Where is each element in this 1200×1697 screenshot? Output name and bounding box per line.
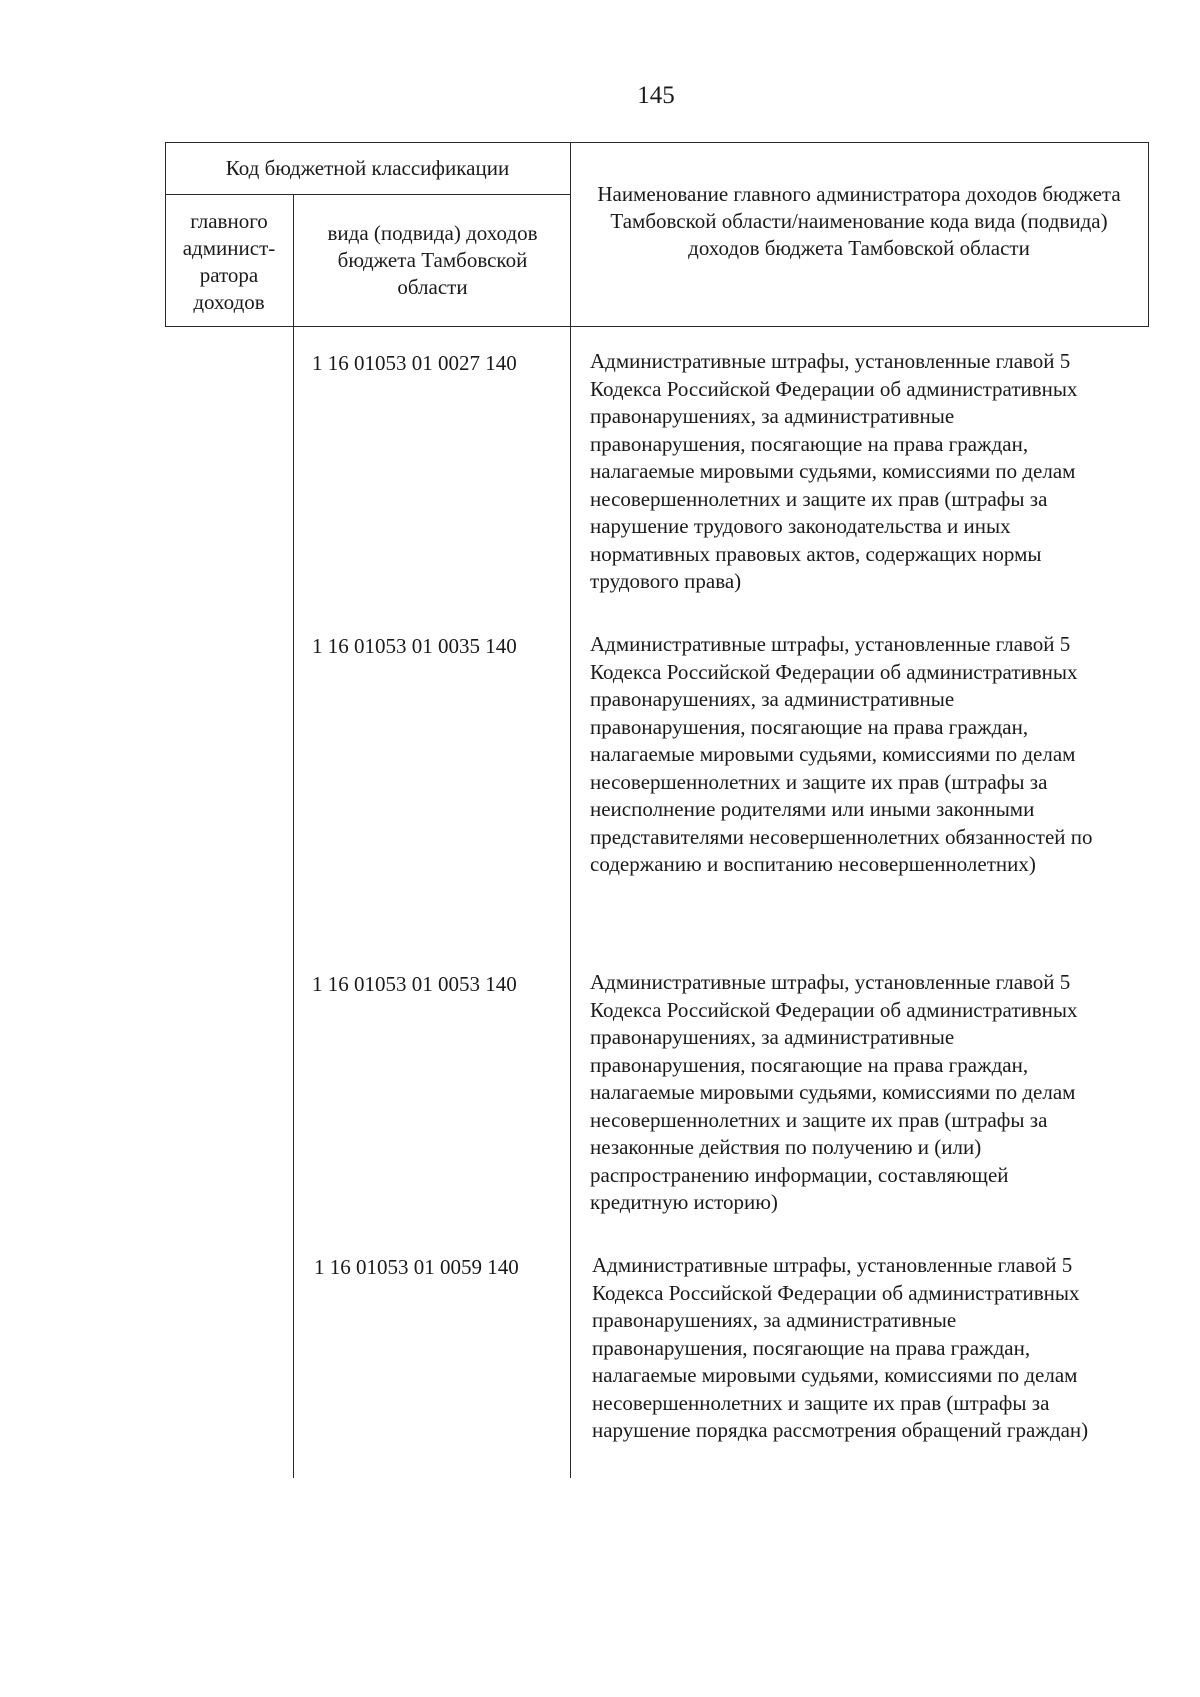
- table-top-border: [165, 142, 1149, 143]
- header-group-title: Код бюджетной классификации: [225, 156, 510, 180]
- table-right-border: [1148, 142, 1149, 326]
- header-income-column: вида (подвида) доходов бюджета Тамбовской области: [327, 221, 538, 299]
- income-code: 1 16 01053 01 0035 140: [312, 634, 517, 658]
- income-name: Административные штрафы, установленные главой 5 Кодекса Российской Федерации об административных правонарушениях, за административные правонарушения, посягающие на права граждан, налагаемые мировыми судьями, комиссиями по делам несовершеннолетних и защите их прав (штрафы за нарушение трудового законодательства и иных нормативных правовых актов, содержащих нормы трудового права): [590, 349, 1078, 593]
- income-code: 1 16 01053 01 0027 140: [312, 351, 517, 375]
- income-name: Административные штрафы, установленные главой 5 Кодекса Российской Федерации об административных правонарушениях, за административные правонарушения, посягающие на права граждан, налагаемые мировыми судьями, комиссиями по делам несовершеннолетних и защите их прав (штрафы за незаконные действия по получению и (или) распространению информации, составляющей кредитную историю): [590, 970, 1078, 1214]
- column-divider-2: [570, 142, 571, 1478]
- page-number: 145: [637, 82, 675, 109]
- column-divider-1: [293, 194, 294, 1478]
- group-header-divider: [165, 194, 570, 195]
- income-code: 1 16 01053 01 0053 140: [312, 972, 517, 996]
- header-name-column: Наименование главного администратора доходов бюджета Тамбовской области/наименование кода вида (подвида) доходов бюджета Тамбовской области: [597, 182, 1121, 260]
- income-name: Административные штрафы, установленные главой 5 Кодекса Российской Федерации об административных правонарушениях, за административные правонарушения, посягающие на права граждан, налагаемые мировыми судьями, комиссиями по делам несовершеннолетних и защите их прав (штрафы за неисполнение родителями или иными законными представителями несовершеннолетних обязанностей по содержанию и воспитанию несовершеннолетних): [590, 632, 1093, 876]
- income-name: Административные штрафы, установленные главой 5 Кодекса Российской Федерации об административных правонарушениях, за административные правонарушения, посягающие на права граждан, налагаемые мировыми судьями, комиссиями по делам несовершеннолетних и защите их прав (штрафы за нарушение порядка рассмотрения обращений граждан): [592, 1253, 1089, 1442]
- income-code: 1 16 01053 01 0059 140: [314, 1255, 519, 1279]
- header-admin-column: главного админист-ратора доходов: [182, 209, 276, 314]
- header-bottom-border: [165, 326, 1149, 327]
